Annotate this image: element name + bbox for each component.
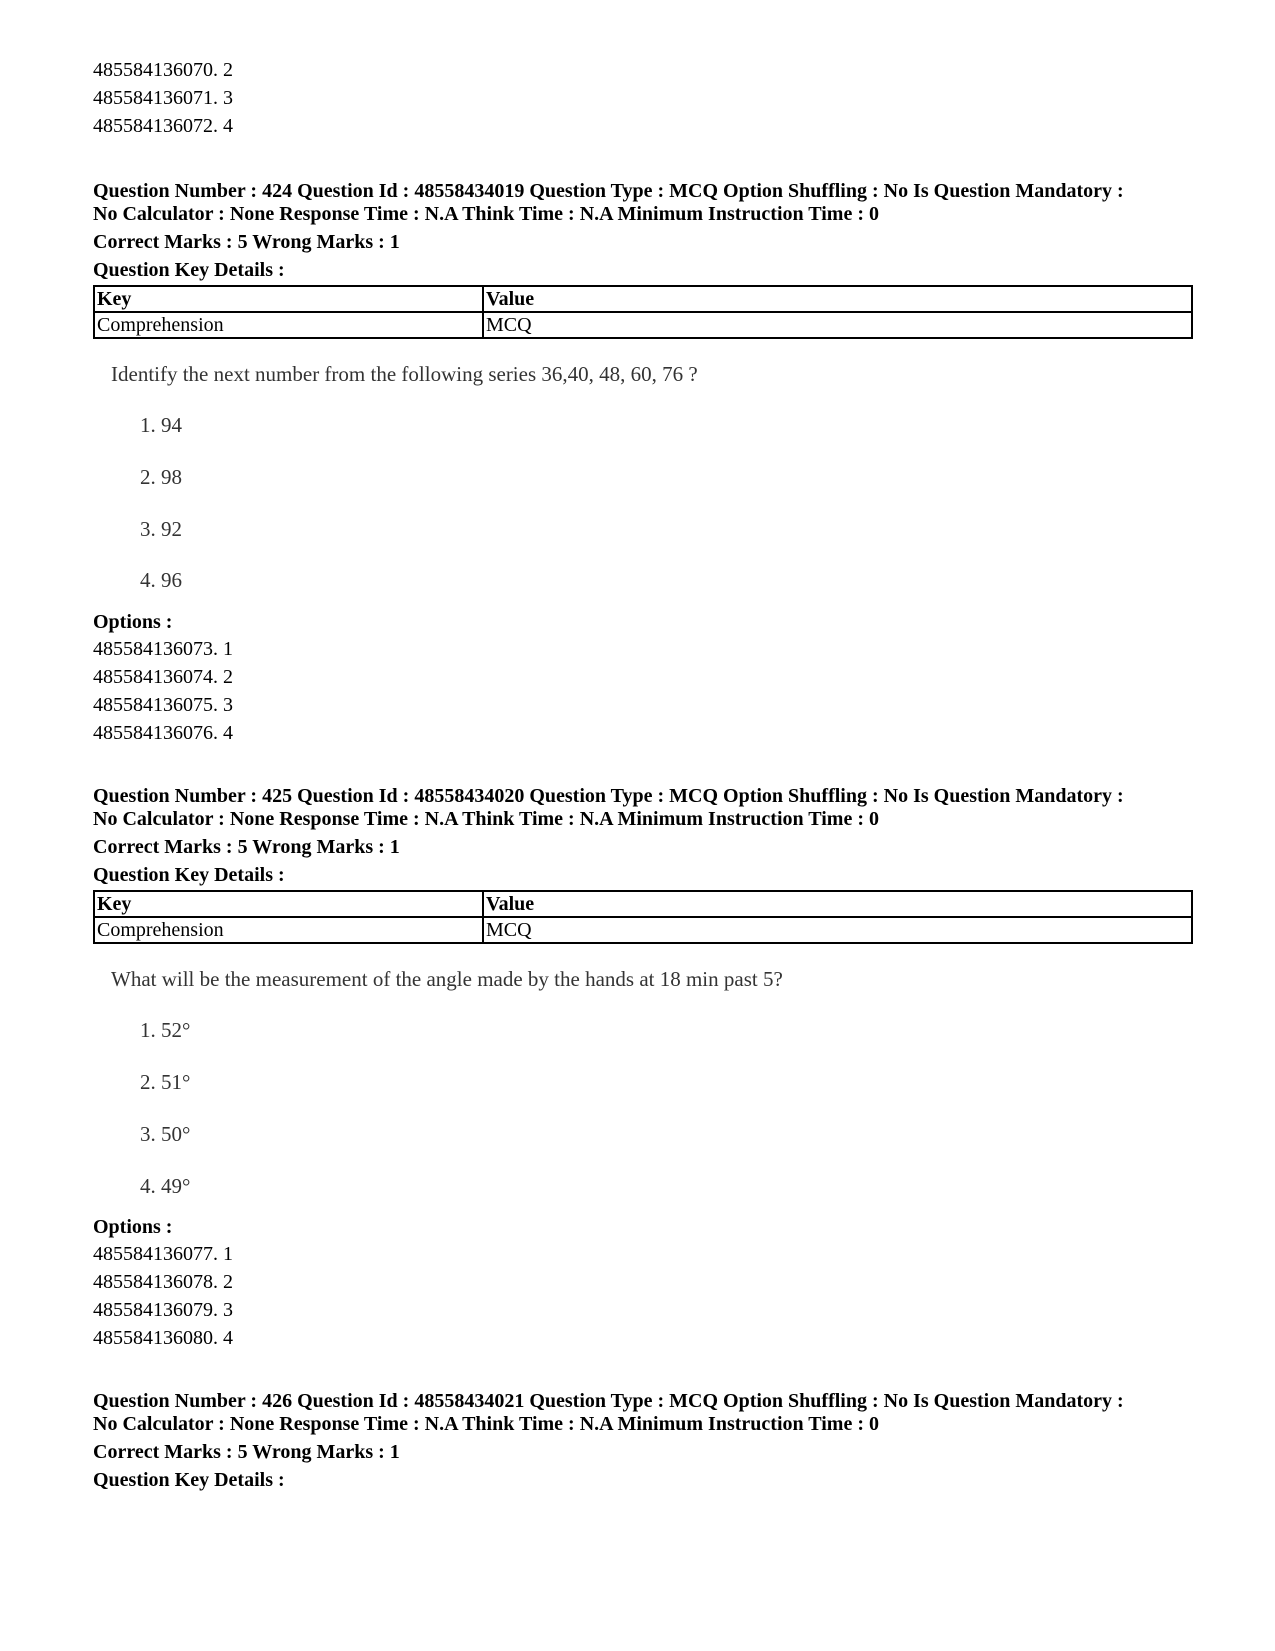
answer-choice: 2. 98	[140, 465, 182, 489]
prev-option: 485584136070. 2	[93, 59, 233, 81]
key-details-table	[93, 890, 1193, 944]
key-details-label: Question Key Details :	[93, 1469, 285, 1491]
answer-choice: 4. 96	[140, 568, 182, 592]
table-key-cell: Comprehension	[94, 917, 483, 943]
question-marks: Correct Marks : 5 Wrong Marks : 1	[93, 231, 400, 253]
option-id: 485584136077. 1	[93, 1243, 233, 1265]
option-id: 485584136075. 3	[93, 694, 233, 716]
prev-option: 485584136071. 3	[93, 87, 233, 109]
key-details-label: Question Key Details :	[93, 864, 285, 886]
prev-option: 485584136072. 4	[93, 115, 233, 137]
option-id: 485584136074. 2	[93, 666, 233, 688]
table-value-header: Value	[483, 891, 1192, 917]
table-key-header: Key	[94, 286, 483, 312]
question-header: Question Number : 424 Question Id : 48558434019 Question Type : MCQ Option Shuffling : No Is Question Mandatory :	[93, 180, 1124, 202]
table-value-cell: MCQ	[483, 312, 1192, 338]
option-id: 485584136073. 1	[93, 638, 233, 660]
question-header: Question Number : 425 Question Id : 48558434020 Question Type : MCQ Option Shuffling : No Is Question Mandatory :	[93, 785, 1124, 807]
table-value-header: Value	[483, 286, 1192, 312]
table-key-header: Key	[94, 891, 483, 917]
key-details-label: Question Key Details :	[93, 259, 285, 281]
answer-choice: 2. 51°	[140, 1070, 191, 1094]
table-value-cell: MCQ	[483, 917, 1192, 943]
option-id: 485584136079. 3	[93, 1299, 233, 1321]
question-marks: Correct Marks : 5 Wrong Marks : 1	[93, 836, 400, 858]
answer-choice: 1. 94	[140, 413, 182, 437]
answer-choice: 3. 50°	[140, 1122, 191, 1146]
question-header: Question Number : 426 Question Id : 48558434021 Question Type : MCQ Option Shuffling : No Is Question Mandatory :	[93, 1390, 1124, 1412]
options-label: Options :	[93, 611, 173, 633]
question-text: Identify the next number from the following series 36,40, 48, 60, 76 ?	[111, 362, 698, 386]
key-details-table	[93, 285, 1193, 339]
question-header: No Calculator : None Response Time : N.A Think Time : N.A Minimum Instruction Time : 0	[93, 1413, 879, 1435]
options-label: Options :	[93, 1216, 173, 1238]
question-text: What will be the measurement of the angle made by the hands at 18 min past 5?	[111, 967, 783, 991]
answer-choice: 4. 49°	[140, 1174, 191, 1198]
question-header: No Calculator : None Response Time : N.A Think Time : N.A Minimum Instruction Time : 0	[93, 203, 879, 225]
option-id: 485584136076. 4	[93, 722, 233, 744]
question-header: No Calculator : None Response Time : N.A Think Time : N.A Minimum Instruction Time : 0	[93, 808, 879, 830]
answer-choice: 3. 92	[140, 517, 182, 541]
option-id: 485584136078. 2	[93, 1271, 233, 1293]
answer-choice: 1. 52°	[140, 1018, 191, 1042]
question-marks: Correct Marks : 5 Wrong Marks : 1	[93, 1441, 400, 1463]
option-id: 485584136080. 4	[93, 1327, 233, 1349]
table-key-cell: Comprehension	[94, 312, 483, 338]
